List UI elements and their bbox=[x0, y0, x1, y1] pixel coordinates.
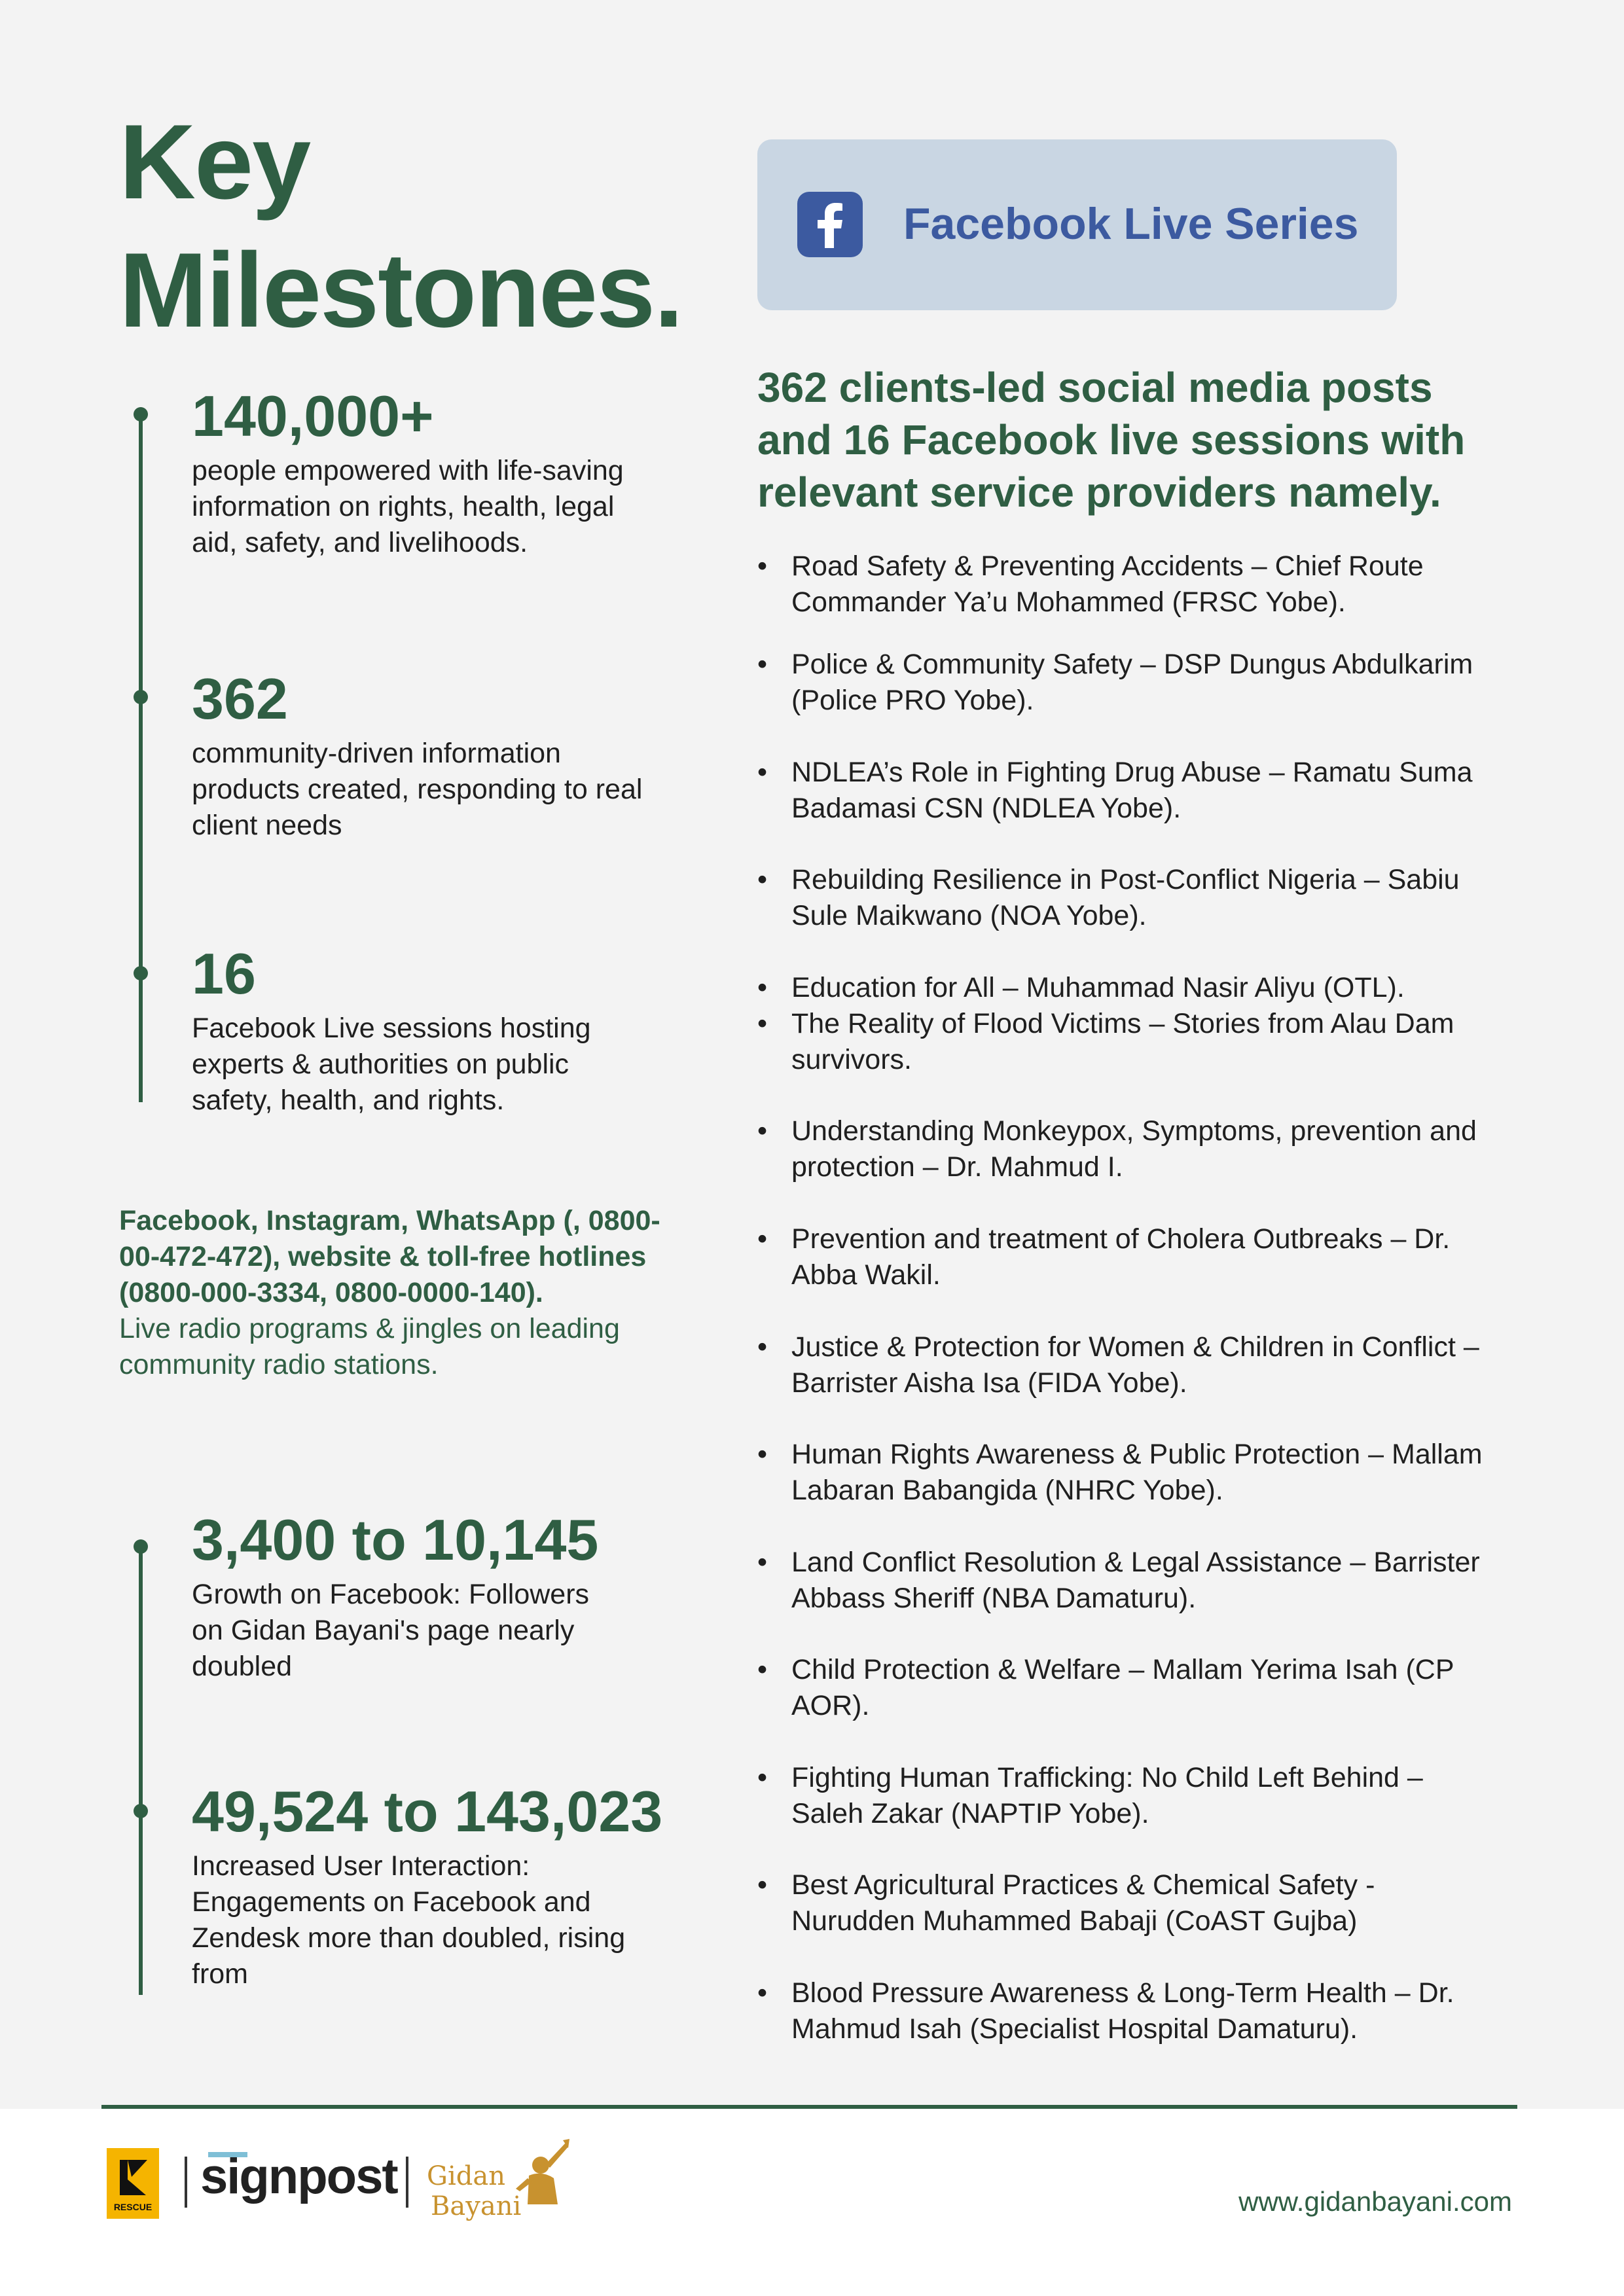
session-text: Land Conflict Resolution & Legal Assistance – Barrister Abbass Sheriff (NBA Damaturu). bbox=[791, 1547, 1480, 1614]
banner-title: Facebook Live Series bbox=[903, 199, 1359, 249]
session-text: Prevention and treatment of Cholera Outbreaks – Dr. Abba Wakil. bbox=[791, 1223, 1451, 1291]
session-text: Police & Community Safety – DSP Dungus Abdulkarim (Police PRO Yobe). bbox=[791, 649, 1473, 716]
stat-description: people empowered with life-saving information on rights, health, legal aid, safety, and livelihoods. bbox=[192, 455, 624, 558]
stat-value: 3,400 to 10,145 bbox=[192, 1507, 599, 1572]
stat-value: 140,000+ bbox=[192, 384, 434, 448]
stat-description: Facebook Live sessions hosting experts & authorities on public safety, health, and rights. bbox=[192, 1013, 591, 1116]
bullet: • bbox=[757, 1439, 768, 1470]
timeline-dot bbox=[134, 1539, 148, 1554]
bullet: • bbox=[757, 757, 768, 788]
bullet: • bbox=[757, 1331, 768, 1363]
stat-description: Increased User Interaction: Engagements on Facebook and Zendesk more than doubled, rising from bbox=[192, 1850, 626, 1990]
stat-value: 362 bbox=[192, 666, 288, 731]
sessions-heading: 362 clients-led social media posts and 16 Facebook live sessions with relevant service providers namely. bbox=[757, 364, 1466, 516]
session-text: Rebuilding Resilience in Post-Conflict Nigeria – Sabiu Sule Maikwano (NOA Yobe). bbox=[791, 864, 1460, 931]
stat-information-products bbox=[192, 668, 689, 844]
timeline-dot bbox=[134, 690, 148, 704]
timeline-dot bbox=[134, 966, 148, 980]
timeline-line-top bbox=[139, 415, 143, 1102]
channels-radio: Live radio programs & jingles on leading community radio stations. bbox=[119, 1313, 620, 1380]
stat-description: community-driven information products created, responding to real client needs bbox=[192, 738, 643, 841]
session-text: The Reality of Flood Victims – Stories from Alau Dam survivors. bbox=[791, 1008, 1454, 1075]
bullet: • bbox=[757, 1762, 768, 1793]
session-text: Best Agricultural Practices & Chemical Safety - Nurudden Muhammed Babaji (CoAST Gujba) bbox=[791, 1869, 1375, 1937]
stat-value: 49,524 to 143,023 bbox=[192, 1779, 663, 1844]
bullet: • bbox=[757, 972, 768, 1003]
gidan-logo-line-2: Bayani bbox=[431, 2191, 522, 2221]
website-link[interactable]: www.gidanbayani.com bbox=[1238, 2186, 1512, 2217]
bullet: • bbox=[757, 864, 768, 895]
trumpeter-icon bbox=[503, 2139, 569, 2212]
session-text: Child Protection & Welfare – Mallam Yerima Isah (CP AOR). bbox=[791, 1654, 1454, 1721]
session-text: Education for All – Muhammad Nasir Aliyu (OTL). bbox=[791, 972, 1405, 1003]
session-text: Understanding Monkeypox, Symptoms, prevention and protection – Dr. Mahmud I. bbox=[791, 1115, 1477, 1183]
stat-user-interaction bbox=[192, 1780, 689, 1992]
logo-separator bbox=[406, 2157, 408, 2208]
bullet: • bbox=[757, 1654, 768, 1685]
bullet: • bbox=[757, 1223, 768, 1255]
gidan-logo-line-1: Gidan bbox=[427, 2161, 505, 2191]
timeline-dot bbox=[134, 407, 148, 422]
session-text: Road Safety & Preventing Accidents – Chief Route Commander Ya’u Mohammed (FRSC Yobe). bbox=[791, 550, 1424, 618]
page-title bbox=[119, 98, 682, 355]
bullet: • bbox=[757, 1977, 768, 2009]
session-text: Justice & Protection for Women & Children in Conflict – Barrister Aisha Isa (FIDA Yobe). bbox=[791, 1331, 1479, 1399]
rescue-logo bbox=[107, 2148, 159, 2219]
channels-block bbox=[119, 1203, 695, 1383]
page-title-line-2: Milestones. bbox=[119, 231, 683, 350]
timeline-dot bbox=[134, 1804, 148, 1818]
stat-facebook-growth bbox=[192, 1509, 689, 1685]
stat-value: 16 bbox=[192, 941, 256, 1006]
session-text: Human Rights Awareness & Public Protection – Mallam Labaran Babangida (NHRC Yobe). bbox=[791, 1439, 1483, 1506]
facebook-icon bbox=[797, 192, 863, 257]
channels-online: Facebook, Instagram, WhatsApp (, 0800-00-472-472), website & toll-free hotlines (0800-000-3334, 0800-0000-140). bbox=[119, 1205, 660, 1308]
bullet: • bbox=[757, 550, 768, 582]
bullet: • bbox=[757, 1869, 768, 1901]
bullet: • bbox=[757, 1547, 768, 1578]
session-text: Fighting Human Trafficking: No Child Left Behind – Saleh Zakar (NAPTIP Yobe). bbox=[791, 1762, 1423, 1829]
facebook-live-banner bbox=[757, 139, 1397, 310]
session-text: Blood Pressure Awareness & Long-Term Health – Dr. Mahmud Isah (Specialist Hospital Damaturu). bbox=[791, 1977, 1454, 2045]
logo-separator bbox=[185, 2157, 187, 2208]
bullet: • bbox=[757, 1115, 768, 1147]
signpost-logo: signpost bbox=[200, 2149, 397, 2204]
timeline-line-bottom bbox=[139, 1547, 143, 1995]
bullet: • bbox=[757, 1008, 768, 1039]
rescue-label: RESCUE bbox=[113, 2202, 153, 2212]
rescue-mark-icon bbox=[115, 2157, 151, 2198]
stat-people-empowered bbox=[192, 385, 689, 561]
stat-live-sessions bbox=[192, 942, 689, 1119]
session-text: NDLEA’s Role in Fighting Drug Abuse – Ramatu Suma Badamasi CSN (NDLEA Yobe). bbox=[791, 757, 1473, 824]
stat-description: Growth on Facebook: Followers on Gidan Bayani's page nearly doubled bbox=[192, 1579, 590, 1682]
page-title-line-1: Key bbox=[119, 103, 310, 221]
bullet: • bbox=[757, 649, 768, 680]
